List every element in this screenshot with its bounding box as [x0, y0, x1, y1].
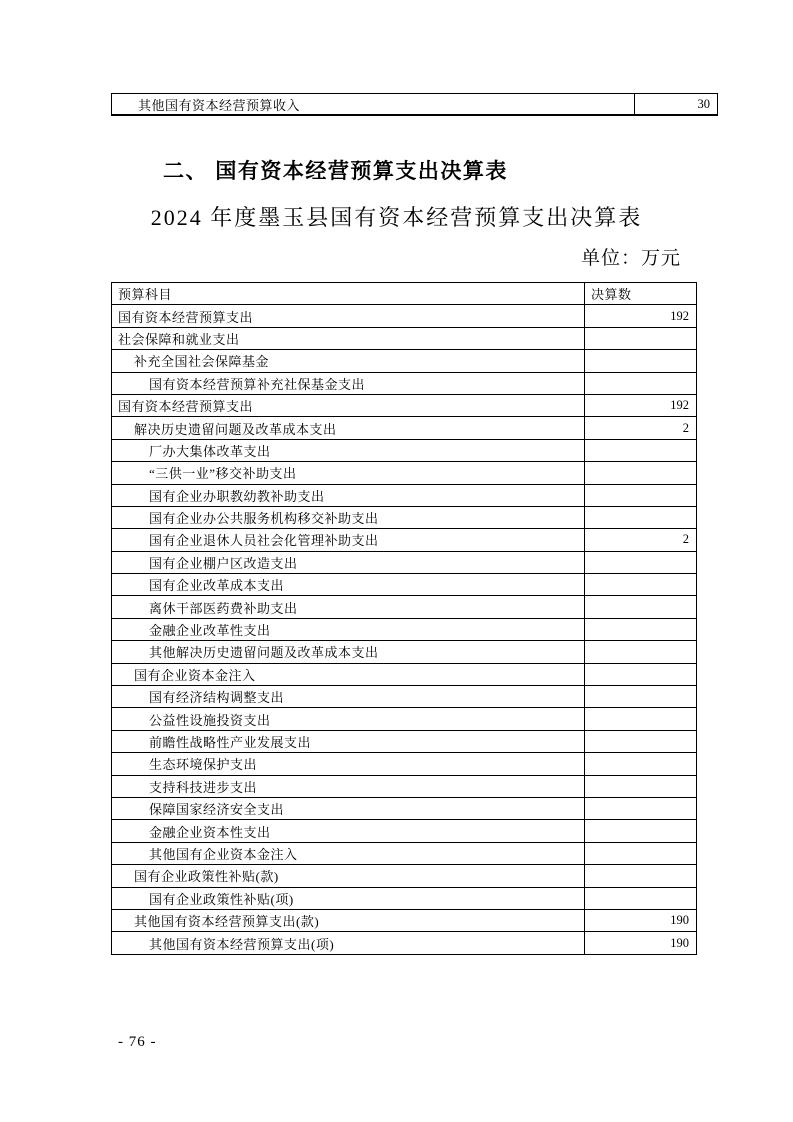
- amount-cell: [585, 574, 697, 596]
- amount-cell: 190: [585, 909, 697, 931]
- column-header-subject: 预算科目: [112, 283, 585, 305]
- budget-subject-cell: 国有资本经营预算支出: [112, 394, 585, 416]
- budget-subject-cell: 支持科技进步支出: [112, 775, 585, 797]
- table-row: [112, 596, 697, 618]
- amount-cell: 192: [585, 305, 697, 327]
- table-row: [112, 887, 697, 909]
- unit-label: 单位：万元: [580, 248, 681, 269]
- amount-cell: [585, 484, 697, 506]
- amount-cell: 192: [585, 394, 697, 416]
- table-row: [112, 797, 697, 819]
- table-row: [112, 932, 697, 954]
- budget-subject-cell: 国有企业棚户区改造支出: [112, 551, 585, 573]
- amount-cell: 30: [635, 94, 718, 116]
- expenditure-rows: [112, 305, 697, 954]
- table-row: [112, 394, 697, 416]
- section-heading: 二、 国有资本经营预算支出决算表: [163, 160, 508, 183]
- table-row: [112, 730, 697, 752]
- budget-subject-cell: 公益性设施投资支出: [112, 708, 585, 730]
- page-number: - 76 -: [118, 1034, 157, 1050]
- amount-cell: [585, 865, 697, 887]
- budget-subject-cell: 国有资本经营预算补充社保基金支出: [112, 372, 585, 394]
- table-row: [112, 94, 718, 116]
- amount-cell: [585, 820, 697, 842]
- amount-cell: [585, 686, 697, 708]
- table-row: [112, 305, 697, 327]
- budget-subject-cell: 国有企业改革成本支出: [112, 574, 585, 596]
- amount-cell: 2: [585, 529, 697, 551]
- table-row: [112, 372, 697, 394]
- amount-cell: [585, 663, 697, 685]
- amount-cell: [585, 551, 697, 573]
- budget-subject-cell: 国有企业办公共服务机构移交补助支出: [112, 506, 585, 528]
- table-row: [112, 327, 697, 349]
- table-row: [112, 350, 697, 372]
- budget-subject-cell: 前瞻性战略性产业发展支出: [112, 730, 585, 752]
- budget-subject-cell: 国有企业政策性补贴(款): [112, 865, 585, 887]
- budget-subject-cell: 国有企业资本金注入: [112, 663, 585, 685]
- table-row: [112, 708, 697, 730]
- amount-cell: [585, 641, 697, 663]
- table-row: [112, 529, 697, 551]
- budget-subject-cell: 其他国有资本经营预算收入: [112, 94, 635, 116]
- amount-cell: [585, 327, 697, 349]
- budget-subject-cell: 国有经济结构调整支出: [112, 686, 585, 708]
- amount-cell: 190: [585, 932, 697, 954]
- budget-subject-cell: 保障国家经济安全支出: [112, 797, 585, 819]
- table-row: [112, 506, 697, 528]
- table-header-row: [112, 283, 697, 305]
- budget-subject-cell: 其他国有资本经营预算支出(款): [112, 909, 585, 931]
- amount-cell: [585, 596, 697, 618]
- table-row: [112, 663, 697, 685]
- budget-subject-cell: 金融企业改革性支出: [112, 618, 585, 640]
- table-row: [112, 865, 697, 887]
- budget-subject-cell: “三供一业”移交补助支出: [112, 462, 585, 484]
- budget-subject-cell: 国有企业办职教幼教补助支出: [112, 484, 585, 506]
- budget-subject-cell: 补充全国社会保障基金: [112, 350, 585, 372]
- amount-cell: [585, 350, 697, 372]
- amount-cell: [585, 708, 697, 730]
- table-row: [112, 462, 697, 484]
- amount-cell: [585, 797, 697, 819]
- table-row: [112, 909, 697, 931]
- budget-subject-cell: 离休干部医药费补助支出: [112, 596, 585, 618]
- table-row: [112, 641, 697, 663]
- column-header-amount: 决算数: [585, 283, 697, 305]
- table-title: 2024 年度墨玉县国有资本经营预算支出决算表: [150, 205, 643, 230]
- table-row: [112, 484, 697, 506]
- amount-cell: [585, 462, 697, 484]
- table-row: [112, 820, 697, 842]
- budget-subject-cell: 生态环境保护支出: [112, 753, 585, 775]
- amount-cell: [585, 887, 697, 909]
- budget-subject-cell: 金融企业资本性支出: [112, 820, 585, 842]
- budget-subject-cell: 社会保障和就业支出: [112, 327, 585, 349]
- amount-cell: [585, 842, 697, 864]
- budget-subject-cell: 国有资本经营预算支出: [112, 305, 585, 327]
- amount-cell: [585, 730, 697, 752]
- table-row: [112, 775, 697, 797]
- table-row: [112, 686, 697, 708]
- income-fragment-rows: [112, 94, 718, 116]
- table-row: [112, 753, 697, 775]
- table-row: [112, 439, 697, 461]
- budget-subject-cell: 国有企业政策性补贴(项): [112, 887, 585, 909]
- budget-subject-cell: 其他国有资本经营预算支出(项): [112, 932, 585, 954]
- amount-cell: [585, 618, 697, 640]
- amount-cell: [585, 506, 697, 528]
- amount-cell: [585, 439, 697, 461]
- amount-cell: [585, 775, 697, 797]
- table-row: [112, 574, 697, 596]
- amount-cell: 2: [585, 417, 697, 439]
- expenditure-table: [111, 282, 697, 955]
- table-row: [112, 551, 697, 573]
- budget-subject-cell: 解决历史遗留问题及改革成本支出: [112, 417, 585, 439]
- table-row: [112, 618, 697, 640]
- table-row: [112, 842, 697, 864]
- amount-cell: [585, 372, 697, 394]
- budget-subject-cell: 厂办大集体改革支出: [112, 439, 585, 461]
- amount-cell: [585, 753, 697, 775]
- income-table-fragment: [111, 93, 718, 116]
- budget-subject-cell: 国有企业退休人员社会化管理补助支出: [112, 529, 585, 551]
- budget-subject-cell: 其他国有企业资本金注入: [112, 842, 585, 864]
- budget-subject-cell: 其他解决历史遗留问题及改革成本支出: [112, 641, 585, 663]
- table-row: [112, 417, 697, 439]
